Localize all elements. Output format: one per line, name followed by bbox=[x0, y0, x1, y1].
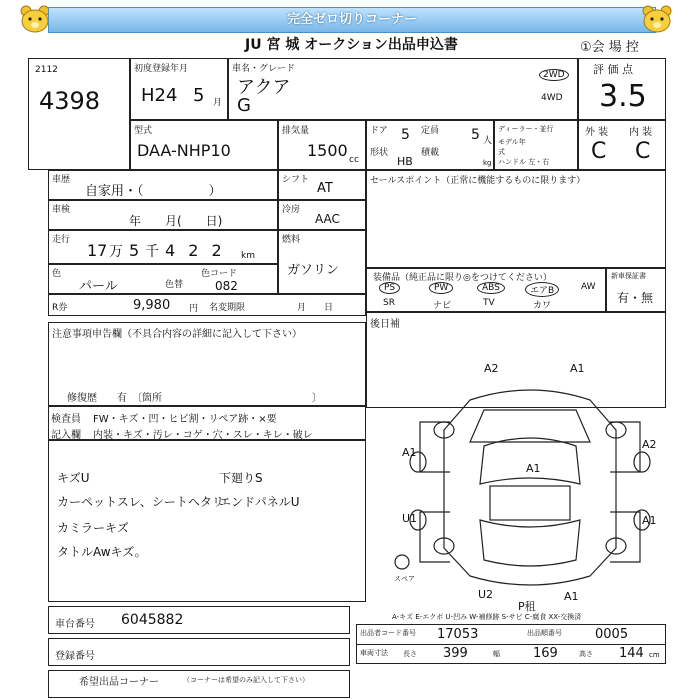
size-label: 車両寸法 bbox=[360, 649, 388, 657]
width-value: 169 bbox=[533, 646, 558, 661]
hope-corner-note: （コーナーは希望のみ記入して下さい） bbox=[183, 676, 309, 684]
exhibitor-seq-label: 出品順番号 bbox=[527, 629, 562, 637]
recycle-value: 9,980 bbox=[133, 298, 171, 313]
history-value: 自家用・（ ） bbox=[85, 184, 222, 199]
equipment-leather: カワ bbox=[533, 301, 552, 311]
mark-u1-left: U1 bbox=[402, 512, 418, 525]
exhibitor-seq: 0005 bbox=[595, 627, 629, 642]
color-value: パール bbox=[79, 279, 118, 294]
length-label: 長さ bbox=[403, 650, 417, 658]
grade-box bbox=[578, 58, 666, 120]
record-label: 記入欄 bbox=[51, 430, 81, 441]
height-value: 144 bbox=[619, 646, 644, 661]
color-code: 082 bbox=[215, 279, 238, 293]
damage-legend: A-キズ E-エクボ U-凹み W-補修跡 S-サビ C-腐食 XX-交換済 bbox=[392, 613, 582, 621]
doors-value: 5 bbox=[401, 127, 410, 143]
exterior-interior-box bbox=[578, 120, 666, 170]
capacity-unit: 人 bbox=[483, 136, 493, 146]
registration-month-unit: 月 bbox=[213, 98, 223, 108]
banner-title: 完全ゼロ切りコーナー bbox=[48, 7, 656, 33]
model-label: 型式 bbox=[134, 126, 153, 136]
bear-mascot-left-icon bbox=[18, 4, 52, 34]
registration-month: 5 bbox=[193, 85, 205, 106]
mileage-box bbox=[48, 230, 278, 264]
doors-box bbox=[366, 120, 494, 170]
handwritten-left-4: タトルAwキズ。 bbox=[57, 545, 147, 559]
sales-point-box bbox=[366, 170, 666, 268]
lot-code: 2112 bbox=[35, 65, 58, 75]
shift-label: シフト bbox=[282, 175, 310, 185]
equipment-navi: ナビ bbox=[433, 301, 452, 311]
model-value: DAA-NHP10 bbox=[137, 141, 231, 160]
drive-4wd: 4WD bbox=[541, 93, 563, 103]
warranty-value: 有・無 bbox=[617, 291, 654, 305]
exterior-grade: C bbox=[591, 139, 607, 164]
history-box bbox=[48, 170, 278, 200]
displacement-box bbox=[278, 120, 366, 170]
load-unit: kg bbox=[483, 159, 492, 167]
ac-label: 冷房 bbox=[282, 205, 301, 215]
hope-corner-box bbox=[48, 670, 350, 698]
shift-value: AT bbox=[317, 181, 333, 196]
color-box bbox=[48, 264, 278, 294]
handle-label: ハンドル 左・右 bbox=[498, 158, 550, 166]
mark-a1-rear: A1 bbox=[564, 590, 579, 603]
height-label: 高さ bbox=[579, 650, 593, 658]
fuel-box bbox=[278, 230, 366, 294]
capacity-value: 5 bbox=[471, 127, 480, 143]
recycle-unit: 円 bbox=[189, 304, 199, 314]
size-unit: cm bbox=[649, 651, 660, 659]
repair-history: 修復歴 有 〔箇所 〕 bbox=[67, 393, 322, 404]
mileage-rest: 4 2 2 bbox=[165, 241, 226, 260]
inspection-value: 年 月( 日) bbox=[129, 214, 223, 228]
rear-label: 後日補 bbox=[370, 319, 400, 330]
form-title: JU 宮 城 オークション出品申込書 bbox=[245, 37, 458, 53]
lot-number: 4398 bbox=[39, 87, 101, 115]
registration-label: 初度登録年月 bbox=[134, 64, 189, 74]
recycle-box bbox=[48, 294, 366, 316]
dealer-label: ディーラー・並行 bbox=[498, 125, 554, 133]
equipment-ps: PS bbox=[379, 282, 400, 294]
ac-value: AAC bbox=[315, 212, 340, 226]
spare-label: スペア bbox=[394, 575, 415, 583]
handwritten-right-2: エンドパネルU bbox=[219, 495, 300, 509]
color-change-label: 色替 bbox=[165, 280, 184, 290]
doors-label: ドア bbox=[370, 126, 388, 136]
exhibitor-box bbox=[356, 624, 666, 664]
bear-mascot-right-icon bbox=[640, 4, 674, 34]
mark-a1-roof: A1 bbox=[526, 462, 541, 475]
drive-2wd: 2WD bbox=[539, 69, 569, 81]
color-label: 色 bbox=[52, 269, 62, 279]
equipment-sr: SR bbox=[383, 298, 395, 308]
inspector-label: 検査員 bbox=[51, 414, 81, 425]
chassis-box bbox=[48, 606, 350, 634]
handwritten-left-2: カーペットスレ、シートヘタリ bbox=[57, 495, 224, 509]
mileage-man-unit: 万 bbox=[109, 244, 123, 260]
mark-a1-right-rear: A1 bbox=[642, 514, 657, 527]
car-name-label: 車名・グレード bbox=[232, 64, 296, 74]
exhibitor-code: 17053 bbox=[437, 627, 479, 642]
handwritten-area bbox=[48, 440, 366, 602]
interior-label: 内 装 bbox=[629, 127, 653, 138]
warranty-label: 新車保証書 bbox=[611, 272, 646, 280]
exhibitor-code-label: 出品者コード番号 bbox=[360, 629, 416, 637]
equipment-tv: TV bbox=[483, 298, 495, 308]
recycle-label: R券 bbox=[52, 303, 68, 313]
model-box bbox=[130, 120, 278, 170]
mileage-man: 17 bbox=[87, 241, 108, 260]
handwritten-right-1: 下廻りS bbox=[219, 471, 263, 485]
car-diagram bbox=[380, 362, 680, 622]
shape-label: 形状 bbox=[370, 148, 389, 158]
mark-u2-rear: U2 bbox=[478, 588, 494, 601]
modelyear-label: モデル年式 bbox=[498, 138, 526, 156]
lot-box bbox=[28, 58, 130, 170]
equipment-aw: AW bbox=[581, 282, 596, 292]
dealer-box bbox=[494, 120, 578, 170]
sales-point-label: セールスポイント（正常に機能するものに限ります） bbox=[370, 176, 586, 186]
equipment-airbag: エアB bbox=[525, 282, 559, 297]
name-change-value: 月 日 bbox=[297, 303, 334, 313]
fuel-value: ガソリン bbox=[287, 263, 340, 278]
equipment-pw: PW bbox=[429, 282, 453, 294]
mileage-unit: km bbox=[241, 251, 255, 261]
fuel-label: 燃料 bbox=[282, 235, 301, 245]
notes-label: 注意事項申告欄（不具合内容の詳細に記入して下さい） bbox=[52, 329, 302, 340]
equipment-label: 装備品（純正品に限り◎をつけてください） bbox=[373, 273, 552, 283]
width-label: 幅 bbox=[493, 650, 500, 658]
chassis-label: 車台番号 bbox=[55, 619, 95, 630]
mileage-sen: 5 bbox=[129, 241, 140, 260]
grade-score: 3.5 bbox=[599, 79, 647, 114]
interior-items: 内装・キズ・汚レ・コゲ・穴・スレ・キレ・破レ bbox=[93, 430, 313, 441]
registration-era-year: H24 bbox=[141, 85, 178, 106]
inspection-box bbox=[48, 200, 278, 230]
venue-copy: ①会 場 控 bbox=[580, 40, 639, 55]
reg-number-box bbox=[48, 638, 350, 666]
displacement-label: 排気量 bbox=[282, 126, 310, 136]
name-change-label: 名変期限 bbox=[209, 303, 246, 313]
handwritten-left-3: カミラーキズ bbox=[57, 521, 129, 535]
color-code-label: 色コード bbox=[201, 269, 238, 279]
mark-a2-front: A2 bbox=[484, 362, 499, 375]
mark-a1-front: A1 bbox=[570, 362, 585, 375]
displacement-value: 1500 bbox=[307, 141, 348, 160]
history-label: 車歴 bbox=[52, 175, 71, 185]
notes-box bbox=[48, 322, 366, 406]
ac-box bbox=[278, 200, 366, 230]
shape-value: HB bbox=[397, 155, 413, 168]
inspection-label: 車検 bbox=[52, 205, 71, 215]
reg-number-label: 登録番号 bbox=[55, 651, 95, 662]
grade-label: 評 価 点 bbox=[593, 63, 633, 76]
warranty-box bbox=[606, 268, 666, 312]
mark-p-rear: P租 bbox=[518, 600, 536, 613]
displacement-unit: cc bbox=[349, 155, 359, 165]
car-name: アクア bbox=[237, 77, 291, 98]
exterior-label: 外 装 bbox=[585, 127, 609, 138]
inspector-box bbox=[48, 406, 366, 440]
equipment-box bbox=[366, 268, 606, 312]
length-value: 399 bbox=[443, 646, 468, 661]
mileage-label: 走行 bbox=[52, 235, 71, 245]
mileage-sen-unit: 千 bbox=[145, 244, 159, 260]
car-grade: G bbox=[237, 95, 251, 116]
mark-a1-left: A1 bbox=[402, 446, 417, 459]
car-name-box bbox=[228, 58, 578, 120]
chassis-value: 6045882 bbox=[121, 612, 184, 628]
inspector-items: FW・キズ・凹・ヒビ割・リペア跡・×要 bbox=[93, 414, 277, 425]
interior-grade: C bbox=[635, 139, 651, 164]
load-label: 積載 bbox=[421, 148, 440, 158]
handwritten-left-1: キズU bbox=[57, 471, 90, 485]
shift-box bbox=[278, 170, 366, 200]
registration-box bbox=[130, 58, 228, 120]
hope-corner-label: 希望出品コーナー bbox=[79, 677, 159, 688]
capacity-label: 定員 bbox=[421, 126, 440, 136]
mark-a2-right: A2 bbox=[642, 438, 657, 451]
equipment-abs: ABS bbox=[477, 282, 505, 294]
